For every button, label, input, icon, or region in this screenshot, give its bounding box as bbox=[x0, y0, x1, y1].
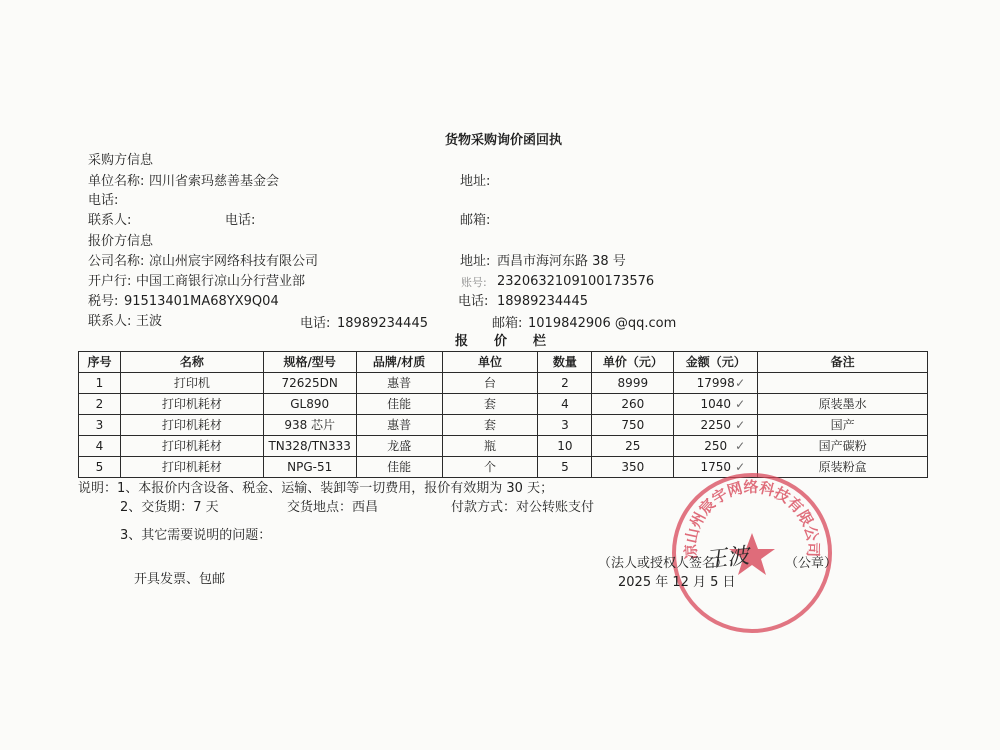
header-brand: 品牌/材质 bbox=[356, 352, 442, 373]
supplier-tax-label: 税号: bbox=[88, 294, 119, 309]
seal-label: （公章） bbox=[785, 556, 838, 571]
amount-value: 1750 bbox=[700, 460, 732, 474]
buyer-unit-label: 单位名称: bbox=[88, 174, 145, 189]
supplier-contact-value: 王波 bbox=[136, 314, 163, 329]
table-row bbox=[79, 394, 928, 415]
cell-qty: 10 bbox=[538, 436, 592, 457]
supplier-contact-phone-label: 电话: bbox=[300, 316, 331, 331]
buyer-phone-label: 电话: bbox=[88, 193, 119, 208]
supplier-email-label: 邮箱: bbox=[492, 316, 523, 331]
supplier-account-value: 2320632109100173576 bbox=[497, 274, 655, 289]
supplier-section-title: 报价方信息 bbox=[88, 234, 154, 249]
check-icon: ✓ bbox=[735, 460, 746, 474]
document-title: 货物采购询价函回执 bbox=[445, 133, 563, 148]
amount-value: 17998 bbox=[696, 376, 735, 390]
cell-amount bbox=[674, 436, 758, 457]
cell-qty: 3 bbox=[538, 415, 592, 436]
supplier-phone-value: 18989234445 bbox=[497, 294, 588, 309]
note-2-delivery-time: 2、交货期：7 天 bbox=[120, 500, 219, 515]
table-row bbox=[79, 415, 928, 436]
cell-qty: 4 bbox=[538, 394, 592, 415]
supplier-bank-label: 开户行: bbox=[88, 274, 132, 289]
header-price: 单价（元） bbox=[592, 352, 674, 373]
cell-index: 3 bbox=[79, 415, 121, 436]
cell-remark: 国产碳粉 bbox=[758, 436, 928, 457]
check-icon: ✓ bbox=[735, 397, 746, 411]
supplier-tax-value: 91513401MA68YX9Q04 bbox=[124, 294, 279, 309]
cell-index: 4 bbox=[79, 436, 121, 457]
cell-brand: 佳能 bbox=[356, 394, 442, 415]
quote-section-title: 报 价 栏 bbox=[455, 334, 547, 349]
cell-model: GL890 bbox=[263, 394, 356, 415]
header-remark: 备注 bbox=[758, 352, 928, 373]
table-row bbox=[79, 373, 928, 394]
cell-model: 72625DN bbox=[263, 373, 356, 394]
cell-amount bbox=[674, 415, 758, 436]
supplier-company-label: 公司名称: bbox=[88, 254, 145, 269]
header-index: 序号 bbox=[79, 352, 121, 373]
check-icon: ✓ bbox=[735, 376, 746, 390]
table-header-row bbox=[79, 352, 928, 373]
header-model: 规格/型号 bbox=[263, 352, 356, 373]
note-2-delivery-place: 交货地点：西昌 bbox=[287, 500, 379, 515]
cell-index: 5 bbox=[79, 457, 121, 478]
cell-remark: 原装粉盒 bbox=[758, 457, 928, 478]
supplier-address-value: 西昌市海河东路 38 号 bbox=[497, 254, 626, 269]
buyer-email-label: 邮箱: bbox=[460, 213, 491, 228]
cell-price: 260 bbox=[592, 394, 674, 415]
cell-unit: 个 bbox=[442, 457, 538, 478]
header-name: 名称 bbox=[120, 352, 263, 373]
cell-brand: 惠普 bbox=[356, 373, 442, 394]
cell-unit: 台 bbox=[442, 373, 538, 394]
note-2-payment: 付款方式：对公转账支付 bbox=[451, 500, 595, 515]
cell-name: 打印机耗材 bbox=[120, 394, 263, 415]
cell-brand: 龙盛 bbox=[356, 436, 442, 457]
supplier-contact-label: 联系人: bbox=[88, 314, 132, 329]
cell-name: 打印机耗材 bbox=[120, 415, 263, 436]
supplier-company-value: 凉山州宸宇网络科技有限公司 bbox=[149, 254, 319, 269]
cell-brand: 佳能 bbox=[356, 457, 442, 478]
cell-remark bbox=[758, 373, 928, 394]
cell-price: 750 bbox=[592, 415, 674, 436]
cell-unit: 瓶 bbox=[442, 436, 538, 457]
cell-model: NPG-51 bbox=[263, 457, 356, 478]
sign-date: 2025 年 12 月 5 日 bbox=[618, 575, 736, 590]
cell-qty: 2 bbox=[538, 373, 592, 394]
cell-remark: 原装墨水 bbox=[758, 394, 928, 415]
cell-price: 350 bbox=[592, 457, 674, 478]
buyer-section-title: 采购方信息 bbox=[88, 153, 154, 168]
amount-value: 250 bbox=[704, 439, 728, 453]
supplier-account-label: 账号: bbox=[461, 276, 487, 289]
cell-model: TN328/TN333 bbox=[263, 436, 356, 457]
header-amount: 金额（元） bbox=[674, 352, 758, 373]
header-qty: 数量 bbox=[538, 352, 592, 373]
signature: 王波 bbox=[704, 543, 751, 574]
buyer-unit-value: 四川省索玛慈善基金会 bbox=[149, 174, 280, 189]
buyer-address-label: 地址: bbox=[460, 174, 491, 189]
cell-price: 8999 bbox=[592, 373, 674, 394]
signatory-label: （法人或授权人签名） bbox=[598, 556, 729, 571]
invoice-note: 开具发票、包邮 bbox=[134, 572, 226, 587]
amount-value: 1040 bbox=[700, 397, 732, 411]
table-row bbox=[79, 457, 928, 478]
cell-amount bbox=[674, 373, 758, 394]
company-seal bbox=[672, 473, 832, 633]
cell-qty: 5 bbox=[538, 457, 592, 478]
cell-unit: 套 bbox=[442, 394, 538, 415]
cell-name: 打印机耗材 bbox=[120, 436, 263, 457]
buyer-contact-label: 联系人: bbox=[88, 213, 132, 228]
note-3: 3、其它需要说明的问题： bbox=[120, 528, 272, 543]
seal-text: 凉山州宸宇网络科技有限公司 bbox=[681, 478, 823, 560]
check-icon: ✓ bbox=[735, 439, 746, 453]
cell-brand: 惠普 bbox=[356, 415, 442, 436]
amount-value: 2250 bbox=[700, 418, 732, 432]
supplier-address-label: 地址: bbox=[460, 254, 491, 269]
buyer-phone2-label: 电话: bbox=[225, 213, 256, 228]
cell-amount bbox=[674, 394, 758, 415]
table-row bbox=[79, 436, 928, 457]
supplier-phone-label: 电话: bbox=[458, 294, 489, 309]
cell-price: 25 bbox=[592, 436, 674, 457]
supplier-email-value: 1019842906 @qq.com bbox=[528, 316, 677, 331]
cell-name: 打印机 bbox=[120, 373, 263, 394]
cell-name: 打印机耗材 bbox=[120, 457, 263, 478]
cell-index: 2 bbox=[79, 394, 121, 415]
cell-model: 938 芯片 bbox=[263, 415, 356, 436]
check-icon: ✓ bbox=[735, 418, 746, 432]
seal-graphic bbox=[676, 477, 828, 629]
header-unit: 单位 bbox=[442, 352, 538, 373]
note-1: 说明：1、本报价内含设备、税金、运输、装卸等一切费用，报价有效期为 30 天； bbox=[78, 481, 554, 496]
cell-index: 1 bbox=[79, 373, 121, 394]
supplier-contact-phone-value: 18989234445 bbox=[337, 316, 428, 331]
supplier-bank-value: 中国工商银行凉山分行营业部 bbox=[136, 274, 306, 289]
cell-remark: 国产 bbox=[758, 415, 928, 436]
cell-unit: 套 bbox=[442, 415, 538, 436]
quote-table bbox=[78, 351, 928, 478]
